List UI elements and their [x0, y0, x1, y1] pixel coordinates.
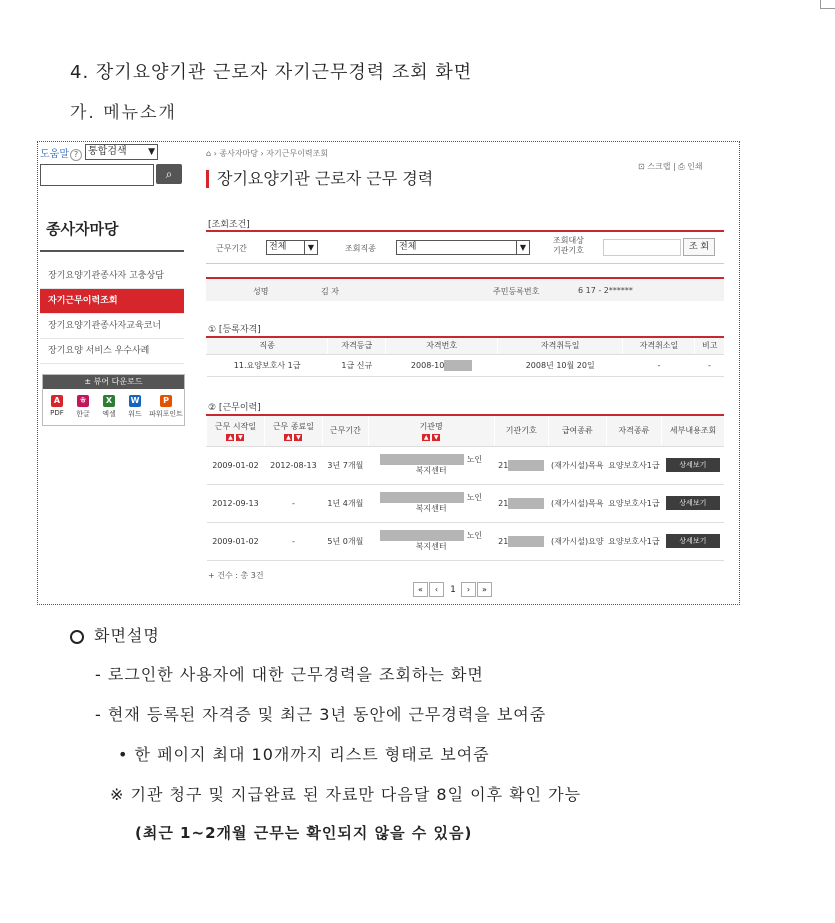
cert-header: 자격취소일 [623, 338, 695, 354]
desc-item-1: - 로그인한 사용자에 대한 근무경력을 조회하는 화면 [95, 665, 484, 684]
cert-cell: 2008년 10월 20일 [497, 354, 622, 376]
cert-cell: - [695, 354, 724, 376]
desc-title: 화면설명 [94, 626, 160, 645]
table-row [207, 354, 725, 376]
career-cert: 요양보호사1급 [606, 484, 662, 522]
sort-down-icon[interactable]: ▼ [238, 433, 243, 441]
page-title: 장기요양기관 근로자 근무 경력 [206, 170, 433, 188]
redaction-block [380, 454, 464, 465]
viewer-download-box [42, 374, 185, 426]
career-org [368, 522, 494, 560]
sort-down-icon[interactable]: ▼ [433, 433, 439, 441]
cert-header: 자격취득일 [497, 338, 622, 354]
table-row [207, 446, 725, 484]
viewer-ppt-label: 파워포인트 [149, 410, 183, 418]
job-label: 조회직종 [345, 244, 376, 253]
career-header: 기관기호 [494, 416, 548, 446]
filter-top-line [206, 230, 724, 232]
hwp-icon: ㅎ [77, 395, 89, 407]
cert-header: 비고 [695, 338, 724, 354]
search-icon: ⌕ [165, 167, 173, 181]
redaction-block [508, 536, 544, 547]
redaction-block [508, 460, 544, 471]
career-end: - [264, 484, 322, 522]
career-period: 1년 4개월 [322, 484, 368, 522]
career-org-suffix: 노인 [466, 531, 483, 540]
left-panel [38, 142, 186, 602]
help-link[interactable] [40, 145, 83, 161]
career-header: 급여종류 [548, 416, 606, 446]
career-org-suffix: 노인 [466, 455, 483, 464]
target-label [553, 236, 584, 256]
excel-icon: X [103, 395, 115, 407]
side-menu-item-best-practice[interactable]: 장기요양 서비스 우수사례 [40, 339, 184, 364]
career-code-value: 21 [498, 536, 509, 546]
career-start: 2009-01-02 [207, 522, 265, 560]
career-header [207, 416, 265, 446]
viewer-ppt-link[interactable] [149, 395, 183, 419]
career-pay: (재가시설)요양 [548, 522, 606, 560]
career-detail [662, 522, 724, 560]
viewer-pdf-label: PDF [50, 409, 64, 417]
section-subheading: 가. 메뉴소개 [70, 103, 177, 123]
name-label: 성명 [253, 287, 269, 296]
name-value: 김 자 [321, 287, 339, 296]
side-divider [40, 250, 184, 252]
pagination [413, 582, 493, 597]
career-header-label: 근무 시작일 [214, 421, 257, 431]
career-end: 2012-08-13 [264, 446, 322, 484]
career-section-label: ② [근무이력] [208, 403, 261, 413]
breadcrumb: ⌂ › 종사자마당 › 자기근무이력조회 [206, 149, 329, 158]
first-page-button[interactable]: « [413, 582, 428, 597]
sort-up-icon[interactable]: ▲ [286, 433, 291, 441]
side-menu [40, 264, 184, 364]
chevron-down-icon: ▼ [516, 241, 529, 254]
sort-down-icon[interactable]: ▼ [296, 433, 301, 441]
career-code [494, 446, 548, 484]
cert-cell [386, 354, 498, 376]
cert-header: 자격등급 [328, 338, 386, 354]
viewer-download-header: ± 뷰어 다운로드 [43, 375, 184, 389]
period-value: 전체 [269, 242, 287, 252]
page-corner-mark [820, 0, 835, 9]
side-menu-item-career[interactable]: 자기근무이력조회 [40, 289, 184, 314]
desc-item-2: - 현재 등록된 자격증 및 최근 3년 동안에 근무경력을 보여줌 [95, 705, 547, 724]
cert-cell: 1급 신규 [328, 354, 386, 376]
cert-cell: - [623, 354, 695, 376]
search-button[interactable] [156, 164, 182, 184]
career-header [368, 416, 494, 446]
viewer-word-label: 워드 [128, 410, 142, 418]
detail-button[interactable]: 상세보기 [666, 496, 720, 510]
prev-page-button[interactable]: ‹ [429, 582, 444, 597]
career-cert: 요양보호사1급 [606, 522, 662, 560]
desc-note-1: ※ 기관 청구 및 지급완료 된 자료만 다음달 8일 이후 확인 가능 [110, 785, 582, 804]
viewer-pdf-link[interactable] [45, 395, 69, 417]
side-menu-item-education[interactable]: 장기요양기관종사자교육코너 [40, 314, 184, 339]
job-select[interactable] [396, 240, 530, 255]
table-row [207, 484, 725, 522]
sort-up-icon[interactable]: ▲ [228, 433, 233, 441]
career-detail [662, 446, 724, 484]
career-code-value: 21 [498, 460, 509, 470]
desc-note-2: (최근 1~2개월 근무는 확인되지 않을 수 있음) [135, 824, 473, 842]
person-info-box [206, 279, 724, 301]
side-title: 종사자마당 [46, 220, 119, 238]
word-icon: W [130, 396, 140, 405]
cert-table [206, 338, 724, 377]
cert-section-label: ① [등록자격] [208, 325, 261, 335]
rrn-label: 주민등록번호 [493, 287, 540, 296]
career-header: 세부내용조회 [662, 416, 724, 446]
redaction-block [444, 360, 472, 371]
target-label-line2: 기관기호 [553, 246, 584, 255]
circle-bullet-icon [70, 630, 84, 644]
career-header [264, 416, 322, 446]
viewer-excel-link[interactable] [97, 395, 121, 419]
side-menu-item-grievance[interactable]: 장기요양기관종사자 고충상담 [40, 264, 184, 289]
career-org [368, 446, 494, 484]
screenshot-frame [37, 141, 740, 605]
target-label-line1: 조회대상 [553, 236, 584, 245]
ppt-icon: P [160, 395, 172, 407]
redaction-block [380, 492, 464, 503]
help-label: 도움말 [40, 149, 69, 160]
career-org [368, 484, 494, 522]
career-start: 2009-01-02 [207, 446, 265, 484]
rrn-value: 6 17 - 2****** [578, 286, 633, 295]
career-header-label: 근무 종료일 [272, 421, 315, 431]
result-count: + 건수 : 총 3건 [208, 571, 264, 580]
career-code [494, 522, 548, 560]
search-submit-button[interactable]: 조 회 [683, 238, 715, 256]
career-header-label: 기관명 [419, 421, 443, 431]
chevron-down-icon: ▼ [304, 241, 317, 254]
career-detail [662, 484, 724, 522]
career-code [494, 484, 548, 522]
cert-header: 자격번호 [386, 338, 498, 354]
cert-header: 직종 [207, 338, 328, 354]
career-end: - [264, 522, 322, 560]
career-period: 3년 7개월 [322, 446, 368, 484]
career-period: 5년 0개월 [322, 522, 368, 560]
career-org-line2: 복지센터 [415, 466, 447, 475]
table-row [207, 522, 725, 560]
career-org-line2: 복지센터 [415, 542, 447, 551]
viewer-hwp-link[interactable] [71, 395, 95, 419]
period-label: 근무기간 [216, 244, 247, 253]
help-icon: ? [70, 149, 82, 161]
career-table [206, 416, 724, 561]
current-page[interactable]: 1 [450, 585, 456, 595]
search-scope-select[interactable] [85, 144, 158, 160]
career-header: 근무기간 [322, 416, 368, 446]
chevron-down-icon: ▼ [148, 147, 155, 157]
career-code-value: 21 [498, 498, 509, 508]
job-value: 전체 [399, 242, 417, 252]
desc-item-3: • 한 페이지 최대 10개까지 리스트 형태로 보여줌 [118, 745, 490, 764]
filter-bottom-line [206, 263, 724, 264]
pdf-icon: A [51, 395, 63, 407]
viewer-word-link[interactable] [123, 395, 147, 419]
sort-up-icon[interactable]: ▲ [423, 433, 429, 441]
next-page-button[interactable]: › [461, 582, 476, 597]
period-select[interactable] [266, 240, 318, 255]
search-input[interactable] [40, 164, 154, 186]
org-code-input[interactable] [603, 239, 681, 256]
last-page-button[interactable]: » [477, 582, 492, 597]
career-pay: (재가시설)목욕 [548, 446, 606, 484]
career-start: 2012-09-13 [207, 484, 265, 522]
detail-button[interactable]: 상세보기 [666, 534, 720, 548]
scrap-print-tools[interactable]: ⊡ 스크랩 | ⎙ 인쇄 [638, 162, 703, 171]
career-header: 자격종류 [606, 416, 662, 446]
section-heading: 4. 장기요양기관 근로자 자기근무경력 조회 화면 [70, 62, 473, 83]
career-cert: 요양보호사1급 [606, 446, 662, 484]
career-org-line2: 복지센터 [415, 504, 447, 513]
viewer-excel-label: 엑셀 [102, 410, 116, 418]
search-scope-value: 통합검색 [88, 146, 127, 157]
cert-cell: 11.요양보호사 1급 [207, 354, 328, 376]
filter-section-label: [조회조건] [208, 220, 250, 230]
redaction-block [508, 498, 544, 509]
cert-number: 2008-10 [410, 360, 445, 370]
career-pay: (재가시설)목욕 [548, 484, 606, 522]
desc-title-row [70, 623, 160, 646]
redaction-block [380, 530, 464, 541]
detail-button[interactable]: 상세보기 [666, 458, 720, 472]
viewer-hwp-label: 한글 [76, 410, 90, 418]
career-org-suffix: 노인 [466, 493, 483, 502]
